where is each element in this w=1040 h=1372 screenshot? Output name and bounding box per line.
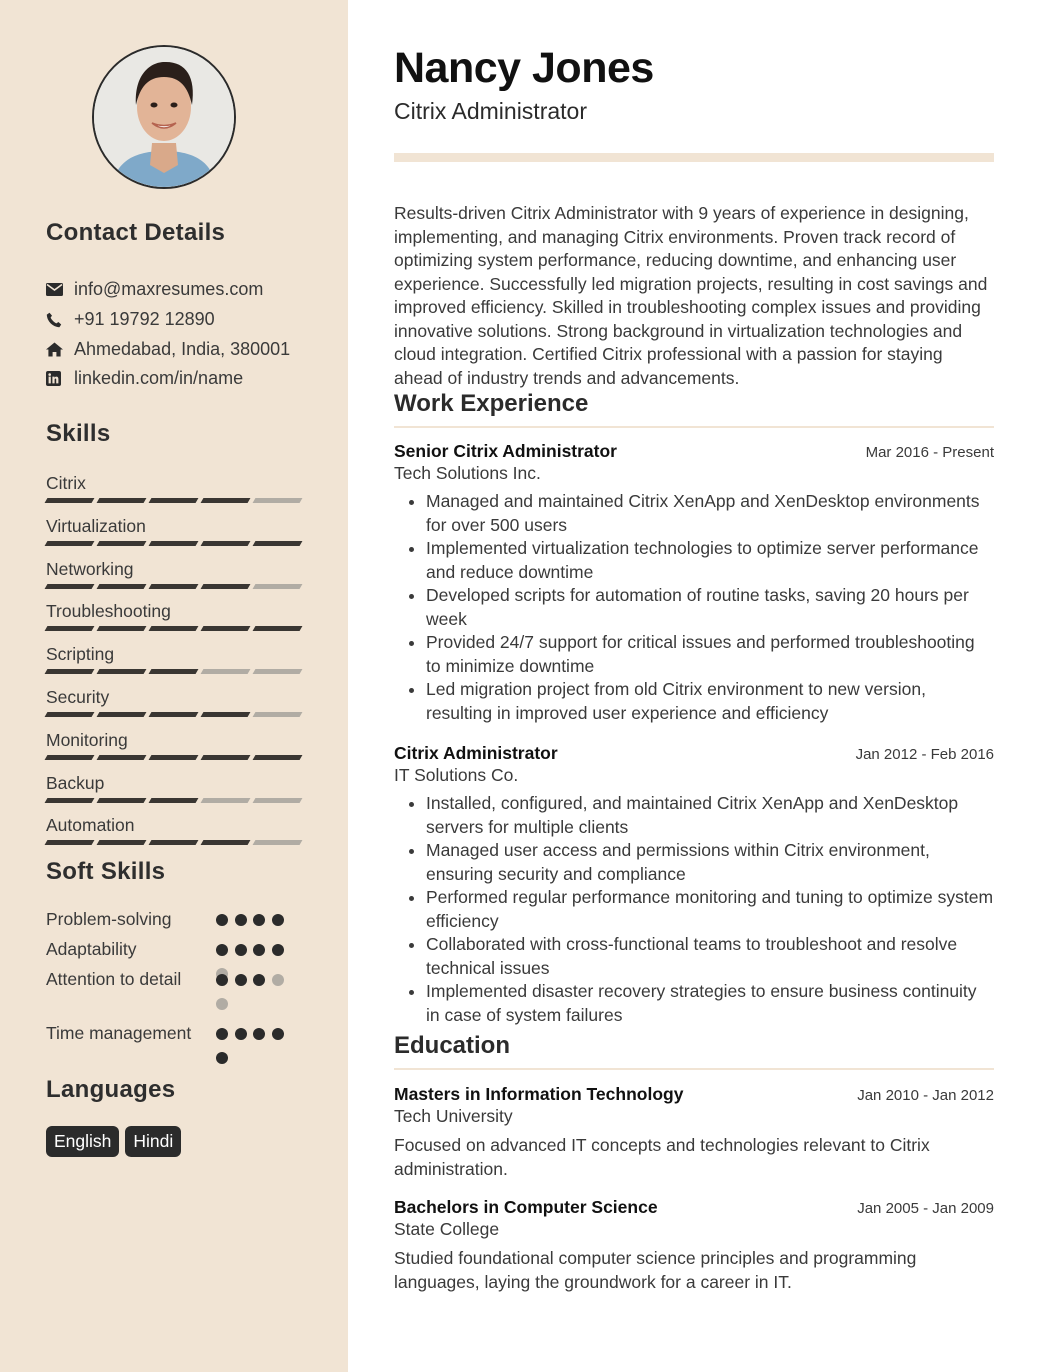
skill-rating-segment <box>201 584 251 589</box>
job-bullet: • Developed scripts for automation of routine tasks, saving 20 hours per week <box>426 584 994 631</box>
job-bullet: • Implemented disaster recovery strategies to ensure business continuity in case of system failures <box>426 980 994 1027</box>
contact-address <box>46 334 336 364</box>
skill-name: Monitoring <box>46 729 128 750</box>
languages-list <box>46 1126 181 1157</box>
contact-list <box>46 275 336 394</box>
skill-rating-segment <box>201 840 251 845</box>
skill-rating-segment <box>149 541 199 546</box>
skill-rating-segment <box>97 584 147 589</box>
skill-rating-bar <box>46 541 306 546</box>
skill-rating-segment <box>45 626 95 631</box>
skill-rating-segment <box>97 755 147 760</box>
soft-skill-rating <box>216 908 306 938</box>
education-description: Studied foundational computer science principles and programming languages, laying the groundwork for a career in IT. <box>394 1248 917 1292</box>
contact-phone[interactable] <box>46 305 336 335</box>
skill-rating-segment <box>253 840 303 845</box>
work-experience-heading: Work Experience <box>394 390 994 428</box>
skill-rating-segment <box>201 541 251 546</box>
soft-skill-dot <box>272 914 284 926</box>
job-bullet: • Collaborated with cross-functional teams to troubleshoot and resolve technical issues <box>426 933 994 980</box>
education-description: Focused on advanced IT concepts and technologies relevant to Citrix administration. <box>394 1135 930 1179</box>
skill-rating-segment <box>149 755 199 760</box>
main-content <box>348 0 1040 1372</box>
languages-heading: Languages <box>46 1076 176 1103</box>
education-heading: Education <box>394 1032 994 1070</box>
school-name: State College <box>394 1219 500 1239</box>
skill-name: Citrix <box>46 473 86 493</box>
skill-name: Networking <box>46 558 134 579</box>
skill-rating-bar <box>46 498 306 503</box>
skill-rating-segment <box>149 498 199 503</box>
job-entry <box>394 441 994 725</box>
degree-title: Bachelors in Computer Science <box>394 1197 658 1217</box>
skill-rating-segment <box>45 798 95 803</box>
job-bullet: • Installed, configured, and maintained Citrix XenApp and XenDesktop servers for multiple clients <box>426 792 994 839</box>
linkedin-icon <box>46 371 74 386</box>
degree-title: Masters in Information Technology <box>394 1084 684 1104</box>
skill-rating-segment <box>201 755 251 760</box>
skill-rating-segment <box>97 712 147 717</box>
profile-photo <box>94 47 234 187</box>
contact-email-text: info@maxresumes.com <box>74 279 264 300</box>
contact-email[interactable] <box>46 275 336 305</box>
job-bullets <box>394 792 994 1027</box>
soft-skill-dot <box>272 944 284 956</box>
avatar <box>92 45 236 189</box>
soft-skill-adaptability <box>46 938 306 968</box>
skill-rating-segment <box>253 626 303 631</box>
job-company: Tech Solutions Inc. <box>394 463 541 483</box>
job-bullet: • Led migration project from old Citrix environment to new version, resulting in improved user experience and efficiency <box>426 678 994 725</box>
soft-skill-dot <box>216 998 228 1010</box>
skill-rating-segment <box>97 669 147 674</box>
soft-skill-dot <box>253 974 265 986</box>
skill-rating-segment <box>149 798 199 803</box>
job-bullet: • Provided 24/7 support for critical issues and performed troubleshooting to minimize downtime <box>426 631 994 678</box>
language-badge: Hindi <box>125 1126 181 1157</box>
skill-rating-segment <box>253 755 303 760</box>
skill-scripting <box>46 641 306 684</box>
soft-skill-attention-to-detail <box>46 968 306 1022</box>
skill-virtualization <box>46 513 306 556</box>
profile-summary: Results-driven Citrix Administrator with 9 years of experience in designing, implementing, and managing Citrix environments. Proven track record of optimizing system performance, reducing downtime, and enhancing user experience. Successfully led migration projects, resulting in cost savings and improved efficiency. Skilled in troubleshooting complex issues and providing innovative solutions. Strong background in virtualization technologies and cloud integration. Certified Citrix professional with a passion for staying ahead of industry trends and advancements. <box>394 203 988 388</box>
skill-rating-segment <box>201 669 251 674</box>
skills-list <box>46 470 306 855</box>
skill-name: Troubleshooting <box>46 601 171 622</box>
contact-phone-text: +91 19792 12890 <box>74 309 215 330</box>
job-title: Senior Citrix Administrator <box>394 441 617 461</box>
skill-rating-segment <box>201 626 251 631</box>
soft-skill-dot <box>235 974 247 986</box>
soft-skill-time-management <box>46 1022 306 1076</box>
soft-skill-name: Time management <box>46 1023 192 1043</box>
job-company: IT Solutions Co. <box>394 765 519 785</box>
skill-rating-segment <box>97 541 147 546</box>
header-divider <box>394 153 994 162</box>
soft-skills-list <box>46 908 306 1076</box>
skill-name: Backup <box>46 772 105 793</box>
skill-rating-segment <box>45 584 95 589</box>
skill-rating-segment <box>149 712 199 717</box>
skills-heading: Skills <box>46 420 111 447</box>
job-bullet: • Managed and maintained Citrix XenApp and XenDesktop environments for over 500 users <box>426 490 994 537</box>
skill-rating-segment <box>45 498 95 503</box>
skill-name: Scripting <box>46 644 115 665</box>
soft-skill-dot <box>272 974 284 986</box>
skill-rating-segment <box>97 840 147 845</box>
skill-rating-bar <box>46 584 306 589</box>
skill-rating-bar <box>46 626 306 631</box>
soft-skill-problem-solving <box>46 908 306 938</box>
job-title: Citrix Administrator <box>394 743 558 763</box>
soft-skill-rating <box>216 938 306 968</box>
soft-skill-name: Adaptability <box>46 939 137 959</box>
skill-rating-segment <box>149 669 199 674</box>
soft-skills-heading: Soft Skills <box>46 858 166 885</box>
skill-name: Automation <box>46 815 135 836</box>
envelope-icon <box>46 283 74 296</box>
skill-rating-segment <box>97 498 147 503</box>
skill-rating-bar <box>46 712 306 717</box>
job-dates: Jan 2012 - Feb 2016 <box>855 746 994 763</box>
job-bullet: • Performed regular performance monitoring and tuning to optimize system efficiency <box>426 886 994 933</box>
contact-linkedin[interactable] <box>46 364 336 394</box>
education-dates: Jan 2005 - Jan 2009 <box>857 1200 994 1217</box>
phone-icon <box>46 312 74 328</box>
skill-rating-segment <box>45 712 95 717</box>
soft-skill-dot <box>253 914 265 926</box>
job-entry <box>394 743 994 1027</box>
soft-skill-dot <box>216 944 228 956</box>
soft-skill-dot <box>253 1028 265 1040</box>
soft-skill-dot <box>216 1028 228 1040</box>
skill-citrix <box>46 470 306 513</box>
skill-rating-segment <box>253 584 303 589</box>
skill-rating-segment <box>45 840 95 845</box>
skill-rating-segment <box>253 712 303 717</box>
skill-backup <box>46 770 306 813</box>
school-name: Tech University <box>394 1106 513 1126</box>
education-entry <box>394 1084 994 1181</box>
skill-rating-segment <box>201 798 251 803</box>
skill-rating-segment <box>201 712 251 717</box>
skill-rating-segment <box>149 626 199 631</box>
skill-rating-bar <box>46 755 306 760</box>
job-bullets <box>394 490 994 725</box>
skill-name: Virtualization <box>46 515 146 536</box>
skill-rating-bar <box>46 669 306 674</box>
skill-rating-segment <box>253 669 303 674</box>
skill-troubleshooting <box>46 598 306 641</box>
job-dates: Mar 2016 - Present <box>865 444 994 461</box>
candidate-name: Nancy Jones <box>394 44 654 92</box>
soft-skill-rating <box>216 968 306 1022</box>
skill-networking <box>46 556 306 599</box>
job-bullet: • Managed user access and permissions within Citrix environment, ensuring security and compliance <box>426 839 994 886</box>
skill-rating-segment <box>45 541 95 546</box>
soft-skill-dot <box>235 914 247 926</box>
skill-monitoring <box>46 727 306 770</box>
skill-rating-segment <box>253 798 303 803</box>
skill-rating-bar <box>46 840 306 845</box>
soft-skill-dot <box>253 944 265 956</box>
language-badge: English <box>46 1126 119 1157</box>
contact-address-text: Ahmedabad, India, 380001 <box>74 338 291 359</box>
skill-rating-segment <box>253 541 303 546</box>
education-entry <box>394 1197 994 1294</box>
skill-name: Security <box>46 686 110 707</box>
soft-skill-dot <box>235 1028 247 1040</box>
contact-heading: Contact Details <box>46 219 226 246</box>
sidebar <box>0 0 348 1372</box>
skill-rating-segment <box>149 840 199 845</box>
soft-skill-dot <box>272 1028 284 1040</box>
soft-skill-dot <box>216 974 228 986</box>
education-dates: Jan 2010 - Jan 2012 <box>857 1087 994 1104</box>
skill-automation <box>46 812 306 855</box>
skill-rating-segment <box>149 584 199 589</box>
skill-rating-segment <box>45 669 95 674</box>
skill-security <box>46 684 306 727</box>
soft-skill-name: Attention to detail <box>46 969 182 989</box>
skill-rating-bar <box>46 798 306 803</box>
soft-skill-dot <box>216 914 228 926</box>
job-bullet: • Implemented virtualization technologies to optimize server performance and reduce downtime <box>426 537 994 584</box>
soft-skill-rating <box>216 1022 306 1076</box>
skill-rating-segment <box>97 798 147 803</box>
home-icon <box>46 342 74 357</box>
contact-linkedin-text: linkedin.com/in/name <box>74 368 244 389</box>
soft-skill-name: Problem-solving <box>46 909 172 929</box>
skill-rating-segment <box>253 498 303 503</box>
skill-rating-segment <box>97 626 147 631</box>
soft-skill-dot <box>216 1052 228 1064</box>
skill-rating-segment <box>201 498 251 503</box>
skill-rating-segment <box>45 755 95 760</box>
soft-skill-dot <box>235 944 247 956</box>
candidate-title: Citrix Administrator <box>394 98 587 124</box>
